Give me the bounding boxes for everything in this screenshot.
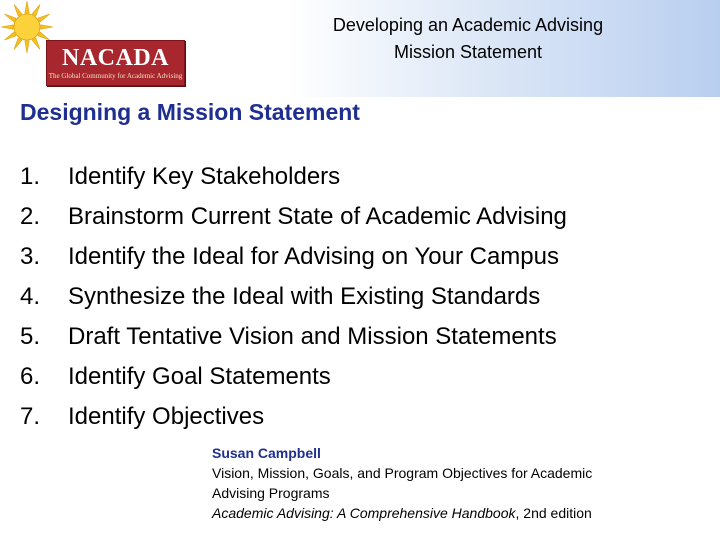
step-number: 2. <box>20 203 41 230</box>
sun-ray <box>1 25 13 29</box>
sun-ray <box>38 32 50 40</box>
sun-ray <box>32 5 40 17</box>
nacada-logo <box>46 40 185 86</box>
sun-ray <box>38 14 50 22</box>
step-item <box>20 317 710 357</box>
step-text: Identify the Ideal for Advising on Your Campus <box>68 243 559 270</box>
sun-ray <box>32 38 40 50</box>
step-item <box>20 157 710 197</box>
step-text: Identify Key Stakeholders <box>68 163 341 190</box>
step-text: Brainstorm Current State of Academic Advising <box>68 203 567 230</box>
citation-edition: , 2nd edition <box>515 505 592 521</box>
citation-title-line-2: Advising Programs <box>212 485 330 501</box>
sun-ray <box>14 5 22 17</box>
step-number: 7. <box>20 403 41 430</box>
step-number: 4. <box>20 283 41 310</box>
presentation-title-line-1: Developing an Academic Advising <box>332 15 604 35</box>
step-item <box>20 277 710 317</box>
slide-title: Designing a Mission Statement <box>20 99 360 125</box>
sun-ray <box>5 32 17 40</box>
sun-ray <box>25 1 29 13</box>
step-item <box>20 397 710 437</box>
step-text: Identify Goal Statements <box>68 363 331 390</box>
step-text: Draft Tentative Vision and Mission Statements <box>68 323 557 350</box>
step-text: Synthesize the Ideal with Existing Standards <box>68 283 541 310</box>
step-text: Identify Objectives <box>68 403 265 430</box>
citation-book-title: Academic Advising: A Comprehensive Handbook <box>212 505 516 521</box>
citation-source <box>212 503 712 523</box>
sun-ray <box>14 38 22 50</box>
steps-list <box>20 157 710 437</box>
citation <box>212 443 712 523</box>
presentation-title-line-2: Mission Statement <box>393 42 543 62</box>
citation-title-line-1: Vision, Mission, Goals, and Program Objectives for Academic <box>212 465 593 481</box>
step-number: 5. <box>20 323 41 350</box>
citation-author: Susan Campbell <box>212 445 321 461</box>
sun-ray <box>5 14 17 22</box>
step-number: 3. <box>20 243 41 270</box>
logo-tagline: The Global Community for Academic Advising <box>48 72 183 80</box>
sun-ray <box>41 25 53 29</box>
step-number: 6. <box>20 363 41 390</box>
sun-ray <box>25 41 29 53</box>
logo-wordmark: NACADA <box>62 45 169 71</box>
step-number: 1. <box>20 163 41 190</box>
step-item <box>20 357 710 397</box>
step-item <box>20 197 710 237</box>
step-item <box>20 237 710 277</box>
presentation-title <box>250 12 686 66</box>
